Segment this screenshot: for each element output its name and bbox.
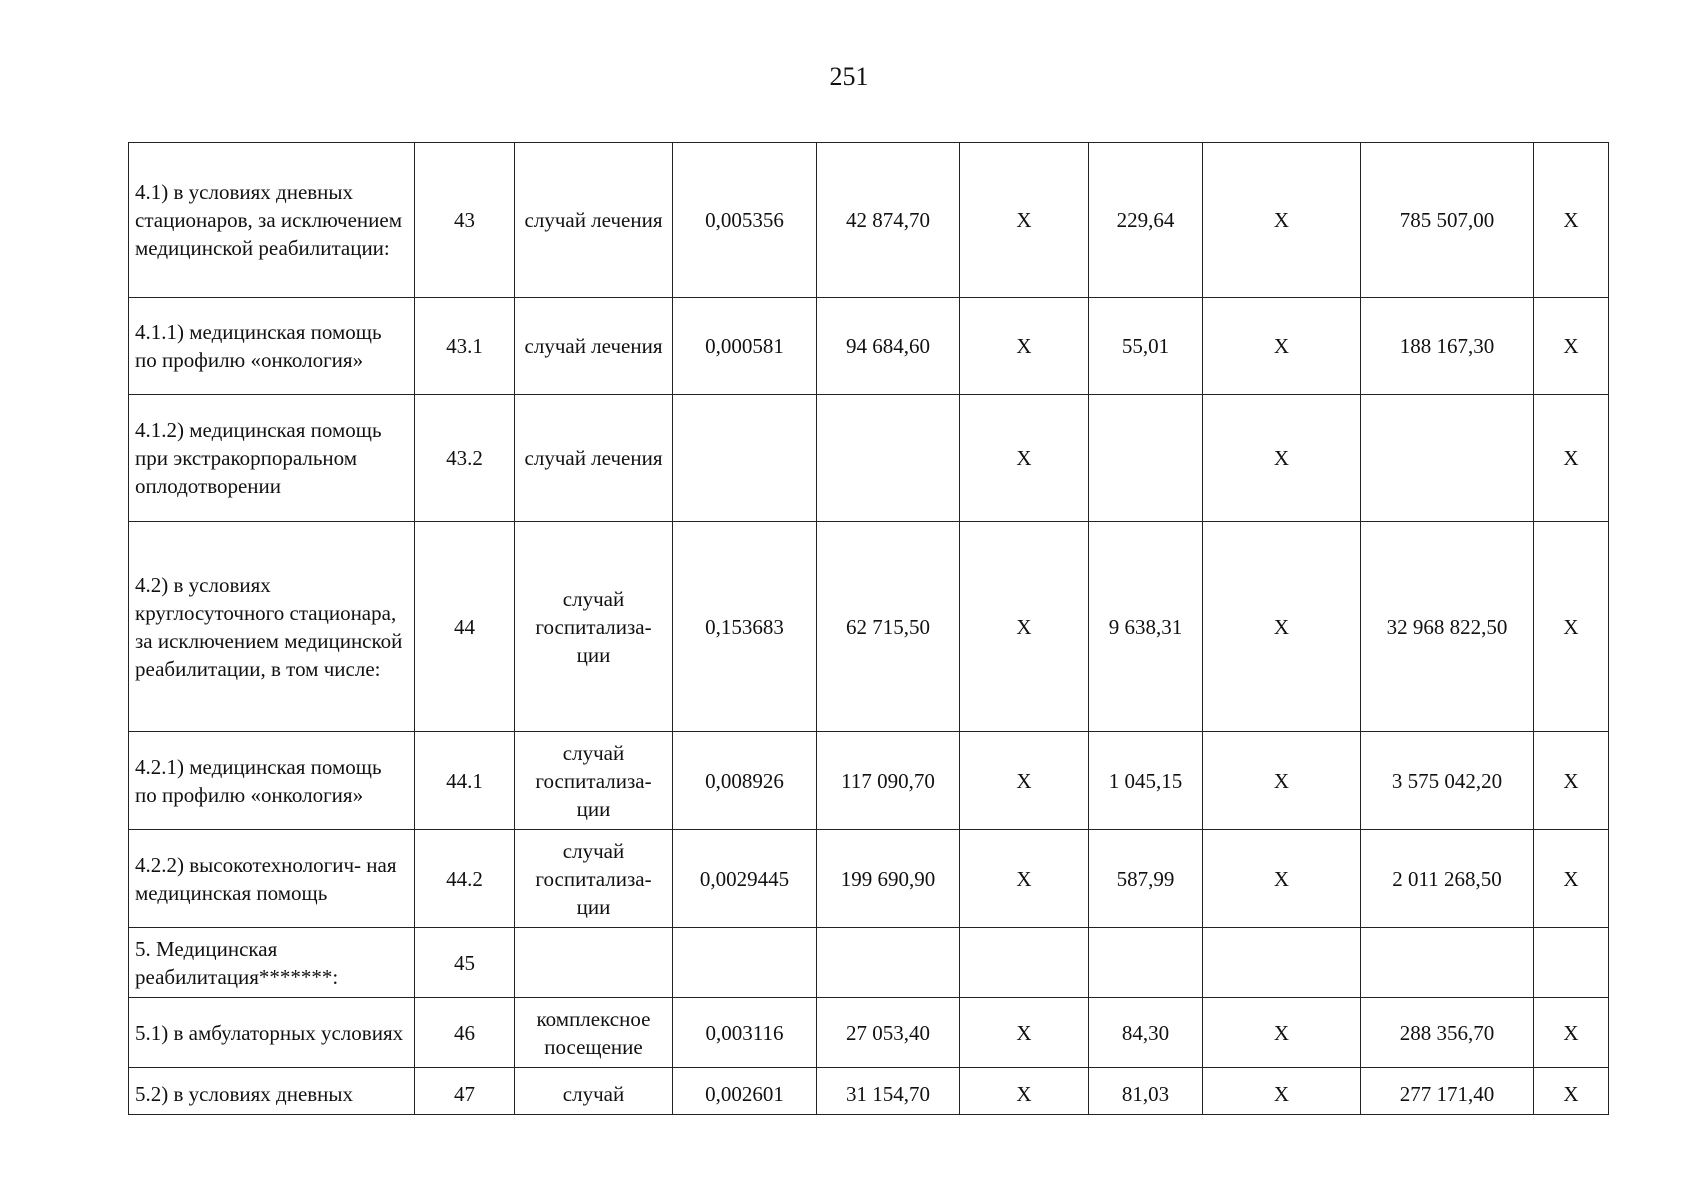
cell-total — [1361, 928, 1534, 998]
cell-total: 2 011 268,50 — [1361, 830, 1534, 928]
cell-x: Х — [1534, 998, 1609, 1068]
cell-x: Х — [1203, 1068, 1361, 1115]
cell-x: Х — [960, 522, 1089, 732]
data-table — [128, 142, 1609, 1115]
cell-norm: 0,003116 — [673, 998, 817, 1068]
cell-x: Х — [1534, 298, 1609, 395]
cell-x: Х — [1203, 830, 1361, 928]
row-code: 43.1 — [415, 298, 515, 395]
cell-total: 32 968 822,50 — [1361, 522, 1534, 732]
row-code: 46 — [415, 998, 515, 1068]
cell-norm: 0,0029445 — [673, 830, 817, 928]
row-code: 45 — [415, 928, 515, 998]
cell-x — [1534, 928, 1609, 998]
cell-total: 288 356,70 — [1361, 998, 1534, 1068]
cell-x: Х — [1534, 732, 1609, 830]
cell-x: Х — [960, 298, 1089, 395]
cell-norm: 0,002601 — [673, 1068, 817, 1115]
row-name: 4.2.1) медицинская помощь по профилю «онкология» — [129, 732, 415, 830]
cell-cost: 42 874,70 — [817, 143, 960, 298]
table-row — [129, 143, 1609, 298]
cell-x: Х — [1534, 1068, 1609, 1115]
row-code: 44.1 — [415, 732, 515, 830]
cell-per-capita: 84,30 — [1089, 998, 1203, 1068]
row-unit — [515, 928, 673, 998]
row-unit: случай лечения — [515, 298, 673, 395]
table-row — [129, 830, 1609, 928]
cell-x: Х — [1534, 395, 1609, 522]
cell-cost: 199 690,90 — [817, 830, 960, 928]
table-row — [129, 928, 1609, 998]
row-name: 4.1) в условиях дневных стационаров, за исключением медицинской реабилитации: — [129, 143, 415, 298]
cell-x: Х — [1534, 143, 1609, 298]
cell-x: Х — [1203, 143, 1361, 298]
row-name: 4.1.1) медицинская помощь по профилю «онкология» — [129, 298, 415, 395]
cell-norm: 0,008926 — [673, 732, 817, 830]
cell-total: 785 507,00 — [1361, 143, 1534, 298]
row-name: 5.2) в условиях дневных — [129, 1068, 415, 1115]
cell-per-capita: 1 045,15 — [1089, 732, 1203, 830]
cell-norm: 0,005356 — [673, 143, 817, 298]
table-row — [129, 1068, 1609, 1115]
cell-cost: 27 053,40 — [817, 998, 960, 1068]
cell-x: Х — [960, 143, 1089, 298]
cell-cost — [817, 395, 960, 522]
row-unit: случай госпитализа- ции — [515, 732, 673, 830]
row-name: 4.2) в условиях круглосуточного стационара, за исключением медицинской реабилитации, в том числе: — [129, 522, 415, 732]
row-name: 4.1.2) медицинская помощь при экстракорпоральном оплодотворении — [129, 395, 415, 522]
cell-norm — [673, 395, 817, 522]
table-row — [129, 522, 1609, 732]
cell-cost: 94 684,60 — [817, 298, 960, 395]
cell-x: Х — [960, 732, 1089, 830]
row-unit: случай лечения — [515, 395, 673, 522]
cell-per-capita: 587,99 — [1089, 830, 1203, 928]
cell-norm — [673, 928, 817, 998]
cell-x: Х — [1203, 395, 1361, 522]
cell-x: Х — [1534, 830, 1609, 928]
cell-per-capita: 81,03 — [1089, 1068, 1203, 1115]
row-unit: случай госпитализа- ции — [515, 830, 673, 928]
row-name: 4.2.2) высокотехнологич- ная медицинская помощь — [129, 830, 415, 928]
table-row — [129, 732, 1609, 830]
cell-per-capita — [1089, 395, 1203, 522]
cell-cost: 62 715,50 — [817, 522, 960, 732]
row-code: 44 — [415, 522, 515, 732]
row-code: 47 — [415, 1068, 515, 1115]
cell-x: Х — [1203, 732, 1361, 830]
row-code: 43.2 — [415, 395, 515, 522]
table-row — [129, 998, 1609, 1068]
cell-norm: 0,153683 — [673, 522, 817, 732]
row-unit: случай госпитализа- ции — [515, 522, 673, 732]
row-code: 44.2 — [415, 830, 515, 928]
row-name: 5.1) в амбулаторных условиях — [129, 998, 415, 1068]
cell-x: Х — [1534, 522, 1609, 732]
cell-x: Х — [1203, 298, 1361, 395]
cell-cost: 117 090,70 — [817, 732, 960, 830]
cell-x — [1203, 928, 1361, 998]
cell-x: Х — [960, 395, 1089, 522]
cell-total: 277 171,40 — [1361, 1068, 1534, 1115]
cell-total: 3 575 042,20 — [1361, 732, 1534, 830]
row-unit: случай — [515, 1068, 673, 1115]
cell-x: Х — [1203, 522, 1361, 732]
table-row — [129, 298, 1609, 395]
row-code: 43 — [415, 143, 515, 298]
cell-cost: 31 154,70 — [817, 1068, 960, 1115]
cell-x — [960, 928, 1089, 998]
cell-per-capita: 9 638,31 — [1089, 522, 1203, 732]
cell-per-capita: 55,01 — [1089, 298, 1203, 395]
cell-norm: 0,000581 — [673, 298, 817, 395]
cell-x: Х — [1203, 998, 1361, 1068]
cell-x: Х — [960, 998, 1089, 1068]
page-number: 251 — [829, 62, 869, 91]
cell-x: Х — [960, 1068, 1089, 1115]
cell-x: Х — [960, 830, 1089, 928]
cell-cost — [817, 928, 960, 998]
cell-total: 188 167,30 — [1361, 298, 1534, 395]
cell-total — [1361, 395, 1534, 522]
row-unit: комплексное посещение — [515, 998, 673, 1068]
cell-per-capita — [1089, 928, 1203, 998]
row-name: 5. Медицинская реабилитация*******: — [129, 928, 415, 998]
cell-per-capita: 229,64 — [1089, 143, 1203, 298]
table-row — [129, 395, 1609, 522]
row-unit: случай лечения — [515, 143, 673, 298]
